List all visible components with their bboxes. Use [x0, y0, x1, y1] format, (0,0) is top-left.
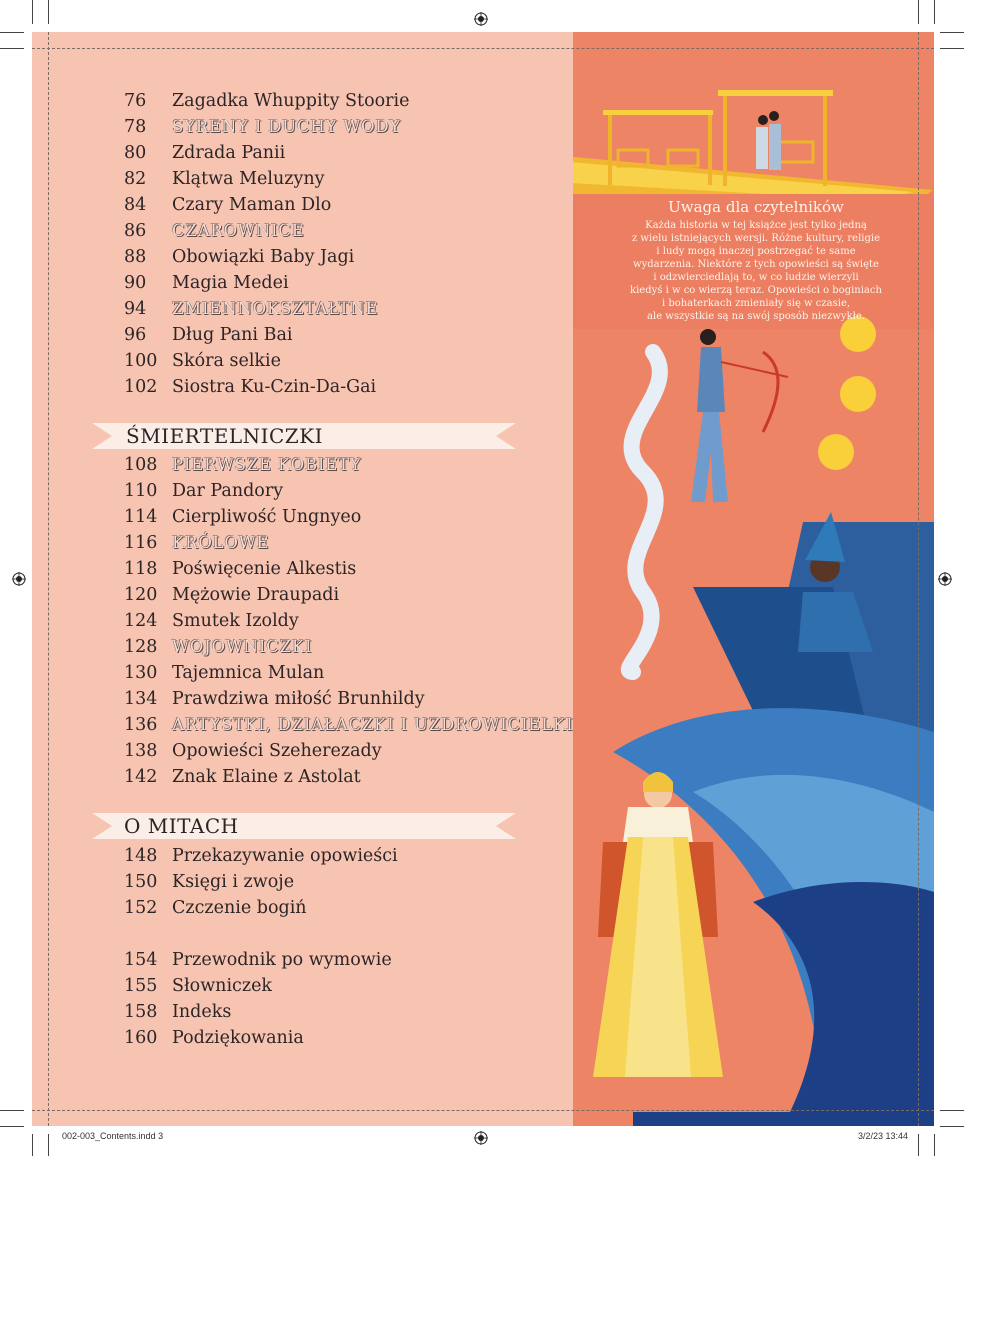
wave-dark — [753, 882, 934, 1126]
toc-story-title: Przewodnik po wymowie — [172, 950, 392, 970]
toc-story-title: Zdrada Panii — [172, 143, 286, 163]
trim-line-top — [32, 48, 934, 49]
figure-on-boat — [756, 127, 768, 169]
toc-page-number: 116 — [124, 533, 158, 553]
toc-story-title: Mężowie Draupadi — [172, 585, 340, 605]
reader-note-line: Każda historia w tej książce jest tylko jedną — [645, 220, 867, 231]
trim-line-right — [918, 32, 919, 1126]
illustration-panel — [573, 32, 934, 1126]
toc-page-number: 80 — [124, 143, 147, 163]
toc-story-title: Cierpliwość Ungnyeo — [172, 507, 362, 527]
boat-roof-right — [718, 90, 833, 96]
section-banner-title: ŚMIERTELNICZKI — [126, 424, 324, 448]
reader-note-line: ale wszystkie są na swój sposób niezwykłe. — [647, 311, 865, 322]
sun-3 — [818, 434, 854, 470]
toc-page-number: 76 — [124, 91, 147, 111]
toc-subsection-title: CZAROWNICE — [172, 221, 305, 240]
toc-story-title: Skóra selkie — [172, 351, 281, 371]
toc-page-number: 158 — [124, 1002, 158, 1022]
sun-2 — [840, 376, 876, 412]
toc-page-number: 120 — [124, 585, 158, 605]
toc-page-number: 102 — [124, 377, 158, 397]
slug-filename: 002-003_Contents.indd 3 — [62, 1131, 164, 1141]
trim-line-bottom — [32, 1110, 934, 1111]
toc-page-number: 124 — [124, 611, 158, 631]
toc-page-number: 130 — [124, 663, 158, 683]
registration-mark-icon — [938, 572, 952, 586]
reader-note-line: wydarzenia. Niektóre z tych opowieści są święte — [633, 259, 879, 270]
toc-story-title: Poświęcenie Alkestis — [172, 559, 357, 579]
crop-mark — [48, 0, 49, 24]
crop-mark — [32, 1134, 33, 1156]
toc-story-title: Siostra Ku-Czin-Da-Gai — [172, 377, 377, 397]
toc-subsection-title: ARTYSTKI, DZIAŁACZKI I UZDROWICIELKI — [172, 715, 574, 734]
toc-page-number: 108 — [124, 455, 158, 475]
toc-story-title: Opowieści Szeherezady — [172, 741, 382, 761]
reader-note-line: i bohaterkach zmieniały się w czasie, — [661, 298, 851, 309]
toc-story-title: Słowniczek — [172, 976, 273, 996]
crop-mark — [0, 48, 24, 49]
toc-page-number: 160 — [124, 1028, 158, 1048]
illustration — [573, 32, 934, 1126]
crop-mark — [940, 32, 964, 33]
toc-page-number: 154 — [124, 950, 158, 970]
boat-roof-left — [603, 110, 713, 115]
toc-page-number: 86 — [124, 221, 147, 241]
toc-page-number: 152 — [124, 898, 158, 918]
toc-page-number: 150 — [124, 872, 158, 892]
reader-note-line: z wielu istniejących wersji. Różne kultury, religie — [631, 233, 880, 244]
toc-page-number: 148 — [124, 846, 158, 866]
toc-story-title: Obowiązki Baby Jagi — [172, 247, 355, 267]
toc-story-title: Prawdziwa miłość Brunhildy — [172, 689, 425, 709]
toc-page-number: 94 — [124, 299, 147, 319]
crop-mark — [918, 1134, 919, 1156]
toc-page-number: 114 — [124, 507, 158, 527]
toc-page-number: 138 — [124, 741, 158, 761]
yellow-figure-shoulders — [623, 807, 693, 842]
trim-line-left — [48, 32, 49, 1126]
toc-subsection-title: WOJOWNICZKI — [172, 637, 313, 656]
toc-page-number: 155 — [124, 976, 158, 996]
crop-mark — [0, 1110, 24, 1111]
crop-mark — [940, 48, 964, 49]
reader-note-line: kiedyś i w co wierzą teraz. Opowieści o boginiach — [630, 285, 882, 296]
serpent — [629, 352, 660, 672]
section-banner-o-mitach — [92, 811, 516, 841]
toc-subsection-title: SYRENY I DUCHY WODY — [172, 117, 402, 136]
toc-subsection-title: PIERWSZE KOBIETY — [172, 455, 362, 474]
registration-mark-icon — [12, 572, 26, 586]
crop-mark — [0, 1126, 24, 1127]
slug-date: 3/2/23 13:44 — [858, 1131, 909, 1141]
crop-mark — [934, 1134, 935, 1156]
toc-story-title: Zagadka Whuppity Stoorie — [172, 91, 410, 111]
toc-story-title: Tajemnica Mulan — [172, 663, 325, 683]
crop-mark — [48, 1134, 49, 1156]
toc-page-number: 82 — [124, 169, 147, 189]
toc-story-title: Indeks — [172, 1002, 232, 1022]
toc-story-title: Księgi i zwoje — [172, 872, 295, 892]
toc-page-number: 128 — [124, 637, 158, 657]
registration-mark-icon — [474, 12, 488, 26]
crop-mark — [940, 1110, 964, 1111]
toc-story-title: Znak Elaine z Astolat — [172, 767, 361, 787]
toc-page-number: 142 — [124, 767, 158, 787]
toc-page-number: 136 — [124, 715, 158, 735]
archer-head — [700, 329, 716, 345]
registration-mark-icon — [474, 1131, 488, 1145]
toc-page-number: 78 — [124, 117, 147, 137]
section-banner-smiertelniczki — [92, 421, 516, 451]
reader-note-body — [600, 219, 912, 323]
toc-subsection-title: ZMIENNOKSZTAŁTNE — [172, 299, 379, 318]
reader-note-line: i odzwierciedlają to, w co ludzie wierzyli — [653, 272, 859, 283]
toc-story-title: Podziękowania — [172, 1028, 304, 1048]
reader-note-line: i ludy mogą inaczej postrzegać te same — [656, 246, 856, 257]
toc-story-title: Dług Pani Bai — [172, 325, 293, 345]
crop-mark — [934, 0, 935, 24]
toc-story-title: Dar Pandory — [172, 481, 284, 501]
bow — [763, 352, 778, 432]
toc-story-title: Smutek Izoldy — [172, 611, 299, 631]
toc-page-number: 88 — [124, 247, 147, 267]
toc-page-number: 100 — [124, 351, 158, 371]
archer-body — [697, 347, 725, 412]
crop-mark — [940, 1126, 964, 1127]
reader-note — [600, 198, 912, 323]
crop-mark — [0, 32, 24, 33]
reader-note-title: Uwaga dla czytelników — [668, 198, 844, 216]
toc-page-number: 134 — [124, 689, 158, 709]
toc-story-title: Klątwa Meluzyny — [172, 169, 325, 189]
toc-page-number: 84 — [124, 195, 147, 215]
crop-mark — [918, 0, 919, 24]
toc-story-title: Czary Maman Dlo — [172, 195, 332, 215]
toc-page-number: 118 — [124, 559, 158, 579]
toc-page-number: 110 — [124, 481, 158, 501]
toc-story-title: Czczenie bogiń — [172, 898, 307, 918]
toc-story-title: Przekazywanie opowieści — [172, 846, 398, 866]
section-banner-title: O MITACH — [124, 814, 239, 838]
toc-subsection-title: KRÓLOWE — [172, 533, 270, 552]
toc-page-number: 90 — [124, 273, 147, 293]
toc-page-number: 96 — [124, 325, 147, 345]
crop-mark — [32, 0, 33, 24]
toc-story-title: Magia Medei — [172, 273, 289, 293]
